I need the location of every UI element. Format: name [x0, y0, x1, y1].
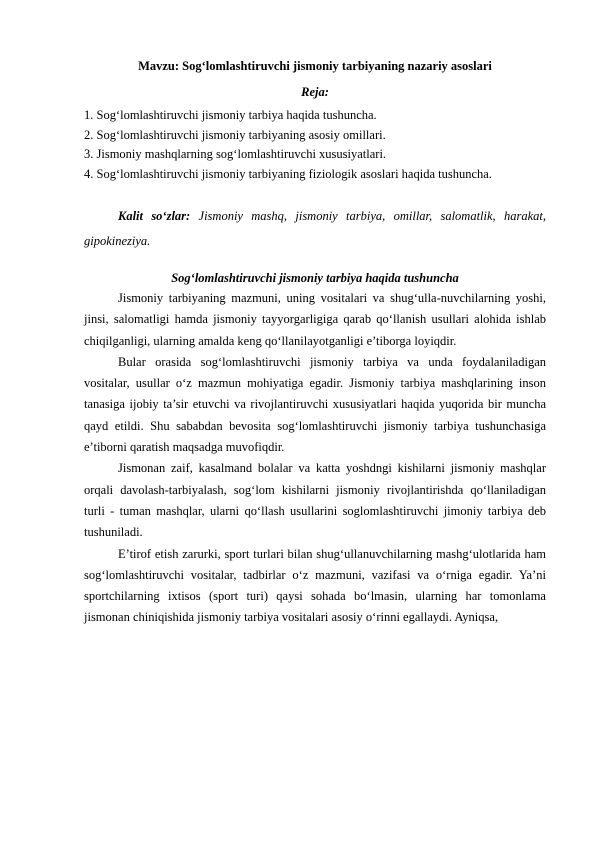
keywords-paragraph [84, 204, 546, 254]
document-title: Mavzu: Sog‘lomlashtiruvchi jismoniy tarbiyaning nazariy asoslari [138, 59, 492, 73]
plan-item: 4. Sog‘lomlashtiruvchi jismoniy tarbiyaning fiziologik asoslari haqida tushuncha. [84, 166, 492, 181]
section-heading: Sog‘lomlashtiruvchi jismoniy tarbiya haqida tushuncha [171, 271, 459, 285]
body-paragraph: Jismoniy tarbiyaning mazmuni, uning vositalari va shug‘ulla-nuvchilarning yoshi, jinsi, salomatligi hamda jismoniy tayyorgarligiga qarab qo‘llanish usullari alohida ishlab chiqilganligi, ularning amalda keng qo‘llanilayotganligi e’tiborga loyiqdir. [84, 291, 546, 348]
plan-item: 3. Jismoniy mashqlarning sog‘lomlashtiruvchi xususiyatlari. [84, 147, 387, 161]
keywords-label: Kalit so‘zlar: [118, 209, 191, 223]
plan-item: 1. Sog‘lomlashtiruvchi jismoniy tarbiya haqida tushuncha. [84, 108, 377, 122]
plan-list [84, 106, 546, 184]
body-paragraph: Bular orasida sog‘lomlashtiruvchi jismoniy tarbiya va unda foydalaniladigan vositalar, usullar o‘z mazmun mohiyatiga egadir. Jismoniy tarbiya mashqlarining inson tanasiga ijobiy ta’sir etuvchi va rivojlantiruvchi xususiyatlari haqida yuqorida bir muncha qayd etildi. Shu sababdan bevosita sog‘lomlashtiruvchi jismoniy tarbiya tushunchasiga e’tiborni qaratish maqsadga muvofiqdir. [84, 354, 546, 455]
keywords-text: Jismoniy mashq, jismoniy tarbiya, omillar, salomatlik, harakat, gipokineziya. [84, 209, 546, 248]
body-paragraph: E’tirof etish zarurki, sport turlari bilan shug‘ullanuvchilarning mashg‘ulotlarida ham sog‘lomlashtiruvchi vositalar, tadbirlar o‘z mazmuni, vazifasi va o‘rniga egadir. Ya’ni sportchilarning ixtisos (sport turi) qaysi sohada bo‘lmasin, ularning har tomonlama jismonan chiniqishida jismoniy tarbiya vositalari asosiy o‘rinni egallaydi. Ayniqsa, [84, 546, 546, 625]
plan-item: 2. Sog‘lomlashtiruvchi jismoniy tarbiyaning asosiy omillari. [84, 127, 386, 142]
body-paragraph: Jismonan zaif, kasalmand bolalar va katta yoshdngi kishilarni jismoniy mashqlar orqali davolash-tarbiyalash, sog‘lom kishilarni jismoniy rivojlantirishda qo‘llaniladigan turli - tuman mashqlar, ularni qo‘llash usullarini soglomlashtiruvchi jimoniy tarbiya deb tushuniladi. [84, 461, 546, 540]
plan-heading: Reja: [301, 85, 329, 99]
